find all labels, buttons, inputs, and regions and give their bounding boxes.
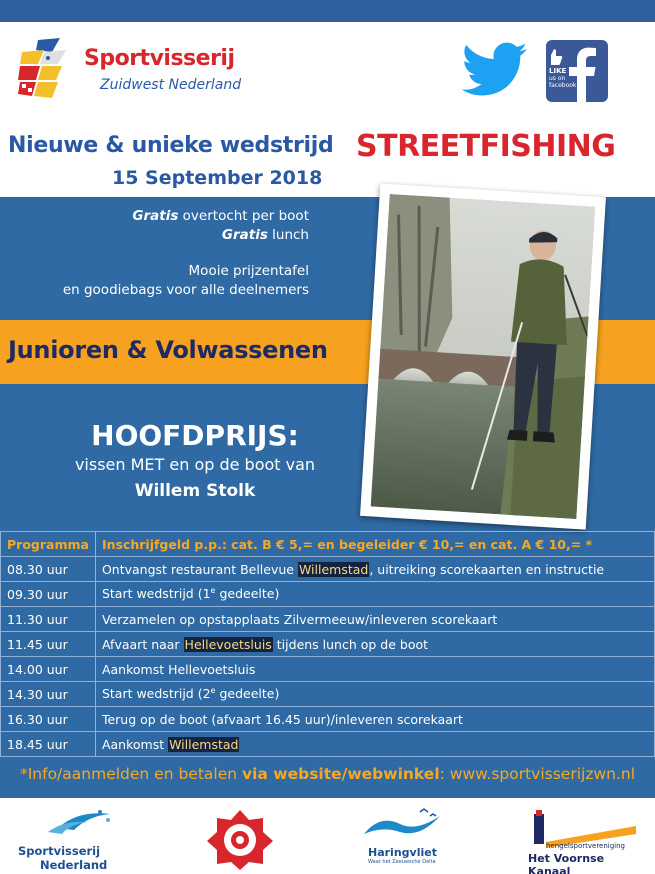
program-description <box>95 707 654 732</box>
angler-photo-frame <box>360 183 606 529</box>
info-website-label: via website/webwinkel <box>242 765 440 783</box>
perk-boat-text: overtocht per boot <box>178 208 309 224</box>
perk-goodiebags: en goodiebags voor alle deelnemers <box>62 282 309 298</box>
footer-logo1-line1: Sportvisserij <box>18 844 101 858</box>
program-description-post: , uitreiking scorekaarten en instructie <box>369 561 605 577</box>
facebook-us-text: us on <box>549 75 566 82</box>
program-description <box>95 682 654 707</box>
program-description-post: gedeelte) <box>215 586 280 602</box>
footer-logo4-line2: Het Voornse Kanaal <box>528 852 605 874</box>
program-header-time: Programma <box>1 532 96 557</box>
info-line <box>0 765 655 783</box>
main-prize-name: Willem Stolk <box>134 481 256 501</box>
wave-icon <box>360 808 450 842</box>
footer-logo3-tag: Waar het Zeeuwsche Delta <box>368 859 436 865</box>
program-description-hl: Willemstad <box>298 561 369 577</box>
program-header-fee: Inschrijfgeld p.p.: cat. B € 5,= en begeleider € 10,= en cat. A € 10,= * <box>95 532 654 557</box>
sportvisserij-nederland-logo <box>18 808 118 870</box>
program-time: 14.30 uur <box>1 682 96 707</box>
program-row <box>1 707 655 732</box>
program-description <box>95 732 654 757</box>
program-row <box>1 682 655 707</box>
club-emblem-icon <box>205 808 275 870</box>
footer-logo3-name: Haringvliet <box>368 846 437 859</box>
program-description-pre: Ontvangst restaurant Bellevue <box>101 561 298 577</box>
perks-block <box>0 207 309 300</box>
program-time: 11.30 uur <box>1 607 96 632</box>
program-description <box>95 557 654 582</box>
facebook-like-button[interactable] <box>546 40 608 102</box>
main-prize-title: HOOFDPRIJS: <box>91 419 299 452</box>
program-time: 09.30 uur <box>1 582 96 607</box>
program-description-pre: Terug op de boot (afvaart 16.45 uur)/inleveren scorekaart <box>101 711 463 727</box>
info-url[interactable]: : www.sportvisserijzwn.nl <box>439 765 636 783</box>
program-description-sup: e <box>210 686 216 696</box>
perk-prizes: Mooie prijzentafel <box>188 263 309 279</box>
event-date: 15 September 2018 <box>112 167 323 189</box>
program-description-pre: Aankomst <box>101 736 169 752</box>
program-description-pre: Start wedstrijd (1 <box>101 586 211 602</box>
haringvliet-logo <box>360 808 450 870</box>
program-description-pre: Start wedstrijd (2 <box>101 686 211 702</box>
program-description-pre: Afvaart naar <box>101 636 184 652</box>
top-bar <box>0 0 655 22</box>
program-row <box>1 607 655 632</box>
category-title: Junioren & Volwassenen <box>8 336 328 364</box>
program-description <box>95 632 654 657</box>
program-time: 14.00 uur <box>1 657 96 682</box>
angler-photo <box>371 194 596 519</box>
program-description-hl: Willemstad <box>169 736 239 752</box>
twitter-icon[interactable] <box>461 41 529 99</box>
program-row <box>1 582 655 607</box>
program-description-sup: e <box>210 586 216 596</box>
program-time: 11.45 uur <box>1 632 96 657</box>
program-description-pre: Verzamelen op opstapplaats Zilvermeeuw/inleveren scorekaart <box>101 611 498 627</box>
program-description <box>95 582 654 607</box>
program-row <box>1 657 655 682</box>
program-description-post: tijdens lunch op de boot <box>272 636 429 652</box>
brand-title: Sportvisserij <box>84 46 235 71</box>
program-row <box>1 557 655 582</box>
main-prize-description: vissen MET en op de boot van <box>74 455 316 474</box>
program-header-row <box>1 532 655 557</box>
footer-logo1-line2: Nederland <box>40 858 108 872</box>
sportvisserij-logo-icon <box>18 38 74 102</box>
headline-event: STREETFISHING <box>356 129 616 164</box>
program-description <box>95 607 654 632</box>
fish-school-icon <box>18 808 118 838</box>
perk-boat <box>0 207 309 226</box>
program-description-post: gedeelte) <box>215 686 280 702</box>
program-row <box>1 732 655 757</box>
facebook-like-text: LIKE <box>549 67 567 75</box>
headline-intro: Nieuwe & unieke wedstrijd <box>8 133 334 158</box>
program-time: 08.30 uur <box>1 557 96 582</box>
perk-lunch-bold: Gratis <box>221 227 268 243</box>
perks-spacer <box>0 245 309 262</box>
perk-boat-bold: Gratis <box>132 208 179 224</box>
program-description-pre: Aankomst Hellevoetsluis <box>101 661 256 677</box>
program-row <box>1 632 655 657</box>
perk-lunch <box>0 226 309 245</box>
program-time: 16.30 uur <box>1 707 96 732</box>
voornse-kanaal-logo <box>528 808 638 874</box>
program-table <box>0 531 655 757</box>
program-time: 18.45 uur <box>1 732 96 757</box>
facebook-name-text: facebook <box>549 82 577 89</box>
footer-logo4-line1: hengelsportvereniging <box>546 842 625 850</box>
perk-lunch-text: lunch <box>267 227 309 243</box>
program-description-hl: Hellevoetsluis <box>184 636 272 652</box>
info-text: *Info/aanmelden en betalen <box>19 765 242 783</box>
brand-subtitle: Zuidwest Nederland <box>100 77 242 93</box>
program-description <box>95 657 654 682</box>
